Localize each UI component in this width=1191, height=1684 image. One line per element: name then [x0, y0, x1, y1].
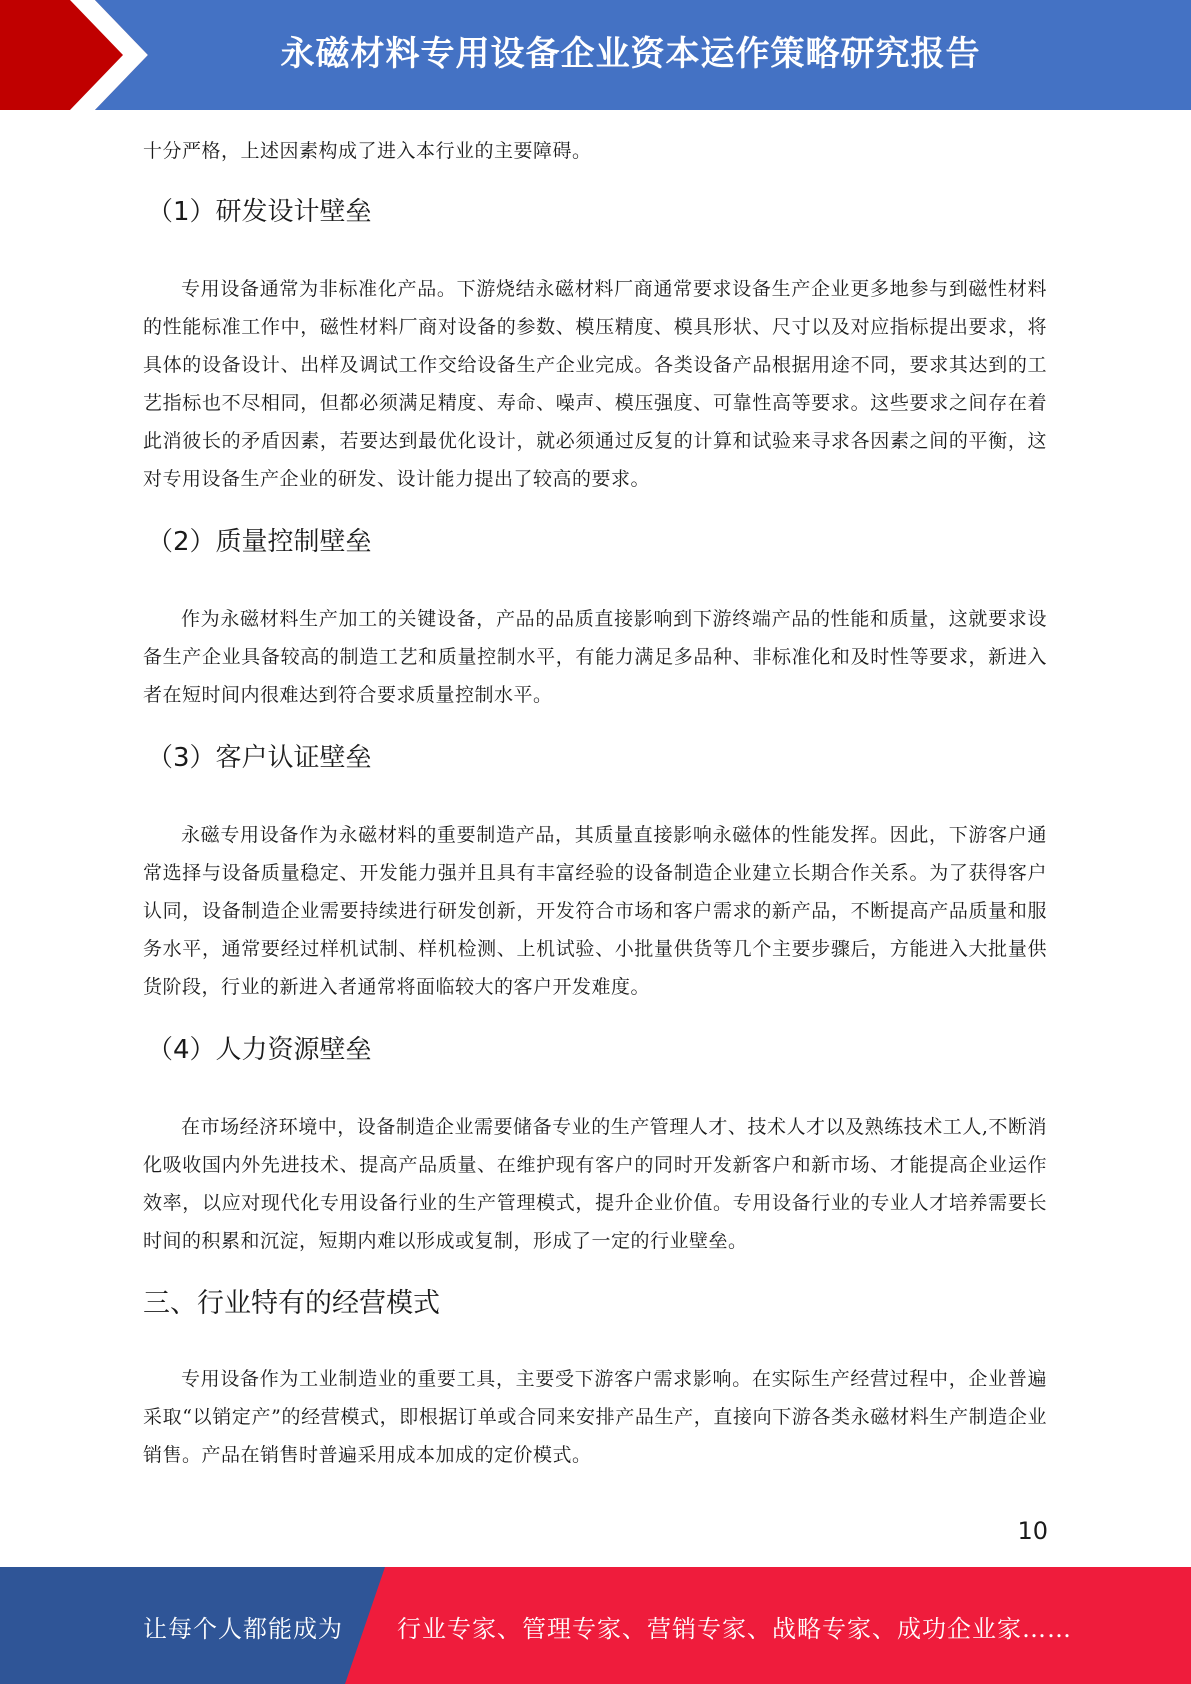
subsection-body-hr: 在市场经济环境中，设备制造企业需要储备专业的生产管理人才、技术人才以及熟练技术工人,不断消化吸收国内外先进技术、提高产品质量、在维护现有客户的同时开发新客户和新市场、才能提高企业运作效率，以应对现代化专用设备行业的生产管理模式，提升企业价值。专用设备行业的专业人才培养需要长时间的积累和沉淀，短期内难以形成或复制，形成了一定的行业壁垒。	[143, 1116, 1047, 1252]
intro-paragraph: 十分严格，上述因素构成了进入本行业的主要障碍。	[143, 140, 592, 162]
subsection-body-quality: 作为永磁材料生产加工的关键设备，产品的品质直接影响到下游终端产品的性能和质量，这就要求设备生产企业具备较高的制造工艺和质量控制水平，有能力满足多品种、非标准化和及时性等要求，新进入者在短时间内很难达到符合要求质量控制水平。	[143, 608, 1047, 706]
page-number: 10	[1017, 1517, 1048, 1545]
section-heading-business-model: 三、行业特有的经营模式	[143, 1288, 440, 1319]
footer-slogan-left: 让每个人都能成为	[143, 1615, 343, 1643]
subsection-body-customer: 永磁专用设备作为永磁材料的重要制造产品，其质量直接影响永磁体的性能发挥。因此，下游客户通常选择与设备质量稳定、开发能力强并且具有丰富经验的设备制造企业建立长期合作关系。为了获得客户认同，设备制造企业需要持续进行研发创新，开发符合市场和客户需求的新产品，不断提高产品质量和服务水平，通常要经过样机试制、样机检测、上机试验、小批量供货等几个主要步骤后，方能进入大批量供货阶段，行业的新进入者通常将面临较大的客户开发难度。	[143, 824, 1047, 998]
subsection-heading-rd: （1）研发设计壁垒	[147, 197, 372, 227]
section-body-business-model: 专用设备作为工业制造业的重要工具，主要受下游客户需求影响。在实际生产经营过程中，企业普遍采取“以销定产”的经营模式，即根据订单或合同来安排产品生产，直接向下游各类永磁材料生产制造企业销售。产品在销售时普遍采用成本加成的定价模式。	[143, 1368, 1047, 1466]
subsection-heading-quality: （2）质量控制壁垒	[147, 527, 372, 557]
footer-slogan-right: 行业专家、管理专家、营销专家、战略专家、成功企业家……	[397, 1615, 1072, 1643]
subsection-heading-customer: （3）客户认证壁垒	[147, 743, 372, 773]
subsection-heading-hr: （4）人力资源壁垒	[147, 1035, 372, 1065]
page-header	[0, 0, 1191, 110]
page-footer	[0, 1567, 1191, 1684]
page-content	[143, 132, 1047, 1474]
subsection-body-rd: 专用设备通常为非标准化产品。下游烧结永磁材料厂商通常要求设备生产企业更多地参与到磁性材料的性能标准工作中，磁性材料厂商对设备的参数、模压精度、模具形状、尺寸以及对应指标提出要求，将具体的设备设计、出样及调试工作交给设备生产企业完成。各类设备产品根据用途不同，要求其达到的工艺指标也不尽相同，但都必须满足精度、寿命、噪声、模压强度、可靠性高等要求。这些要求之间存在着此消彼长的矛盾因素，若要达到最优化设计，就必须通过反复的计算和试验来寻求各因素之间的平衡，这对专用设备生产企业的研发、设计能力提出了较高的要求。	[143, 278, 1047, 490]
report-title: 永磁材料专用设备企业资本运作策略研究报告	[280, 34, 981, 74]
